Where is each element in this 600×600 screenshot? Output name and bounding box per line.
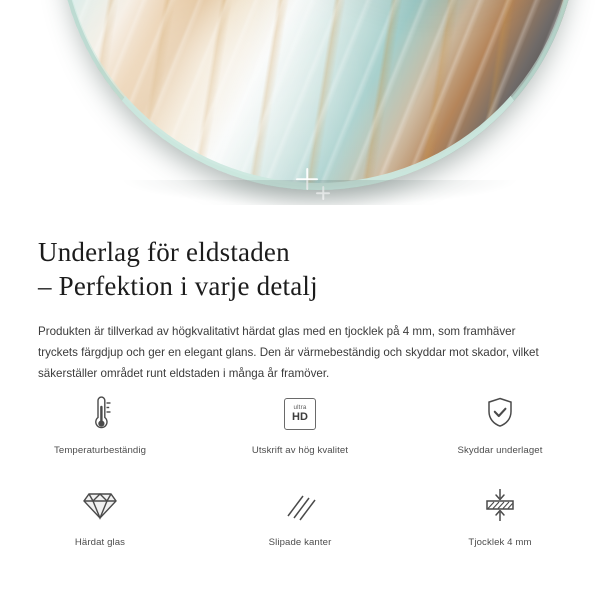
ultra-hd-badge-top: ultra bbox=[293, 403, 307, 411]
feature-label: Skyddar underlaget bbox=[457, 445, 543, 456]
feature-item-temperature bbox=[0, 392, 200, 456]
text-block bbox=[0, 205, 600, 384]
marble-fireplace-glass-plate bbox=[58, 0, 578, 190]
page-title-line-1: Underlag för eldstaden bbox=[38, 237, 290, 267]
feature-label: Utskrift av hög kvalitet bbox=[251, 445, 349, 456]
description-paragraph: Produkten är tillverkad av högkvalitativt härdat glas med en tjocklek på 4 mm, som framhäver tryckets färgdjup och ger en elegant glans. Den är värmebeständig och skyddar mot skador, vilket säkerställer området runt eldstaden i många år framöver. bbox=[38, 325, 539, 380]
feature-label: Härdat glas bbox=[74, 537, 126, 548]
feature-label: Slipade kanter bbox=[268, 537, 332, 548]
feature-label: Tjocklek 4 mm bbox=[468, 537, 532, 548]
feature-item-thickness bbox=[400, 484, 600, 548]
polished-edges-icon bbox=[283, 484, 317, 528]
page-title bbox=[0, 205, 600, 303]
ultra-hd-icon bbox=[284, 392, 316, 436]
hero-image bbox=[0, 0, 600, 205]
thickness-4mm-icon bbox=[482, 484, 518, 528]
feature-item-print-quality bbox=[200, 392, 400, 456]
feature-label: Temperaturbeständig bbox=[53, 445, 147, 456]
feature-item-polished-edges bbox=[200, 484, 400, 548]
diamond-icon bbox=[82, 484, 118, 528]
feature-grid bbox=[0, 392, 600, 548]
ultra-hd-badge-bottom: HD bbox=[292, 411, 308, 424]
page-title-line-2: – Perfektion i varje detalj bbox=[38, 271, 318, 301]
thermometer-icon bbox=[85, 392, 115, 436]
feature-item-tempered-glass bbox=[0, 484, 200, 548]
feature-item-surface-protection bbox=[400, 392, 600, 456]
shield-check-icon bbox=[483, 392, 517, 436]
